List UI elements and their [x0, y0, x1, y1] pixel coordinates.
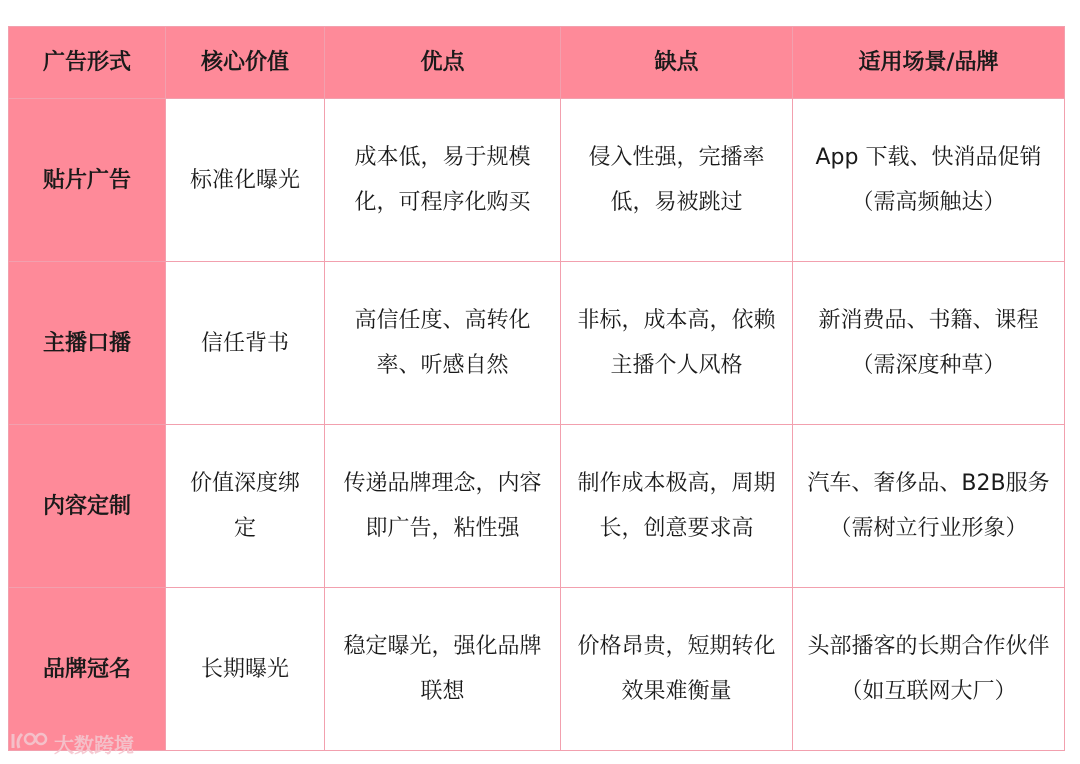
row-cons: 制作成本极高，周期长，创意要求高 — [561, 425, 793, 588]
row-core-value: 长期曝光 — [166, 588, 325, 751]
header-scenarios: 适用场景/品牌 — [793, 27, 1065, 99]
table-header-row — [9, 27, 1065, 99]
row-cons: 价格昂贵，短期转化效果难衡量 — [561, 588, 793, 751]
row-pros: 成本低，易于规模化，可程序化购买 — [325, 99, 561, 262]
row-core-value: 价值深度绑定 — [166, 425, 325, 588]
row-ad-format: 品牌冠名 — [9, 588, 166, 751]
row-core-value: 标准化曝光 — [166, 99, 325, 262]
header-cons: 缺点 — [561, 27, 793, 99]
ad-format-comparison-table — [8, 26, 1065, 751]
row-pros: 高信任度、高转化率、听感自然 — [325, 262, 561, 425]
row-scenarios: 新消费品、书籍、课程（需深度种草） — [793, 262, 1065, 425]
row-ad-format: 贴片广告 — [9, 99, 166, 262]
table-row — [9, 425, 1065, 588]
row-cons: 侵入性强，完播率低，易被跳过 — [561, 99, 793, 262]
table-row — [9, 588, 1065, 751]
watermark-text: 大数跨境 — [54, 733, 134, 757]
row-scenarios: App 下载、快消品促销（需高频触达） — [793, 99, 1065, 262]
header-pros: 优点 — [325, 27, 561, 99]
row-pros: 稳定曝光，强化品牌联想 — [325, 588, 561, 751]
row-cons: 非标，成本高，依赖主播个人风格 — [561, 262, 793, 425]
watermark — [10, 729, 134, 758]
table-row — [9, 262, 1065, 425]
row-scenarios: 头部播客的长期合作伙伴（如互联网大厂） — [793, 588, 1065, 751]
row-scenarios: 汽车、奢侈品、B2B服务（需树立行业形象） — [793, 425, 1065, 588]
watermark-logo-icon — [10, 730, 50, 757]
table-row — [9, 99, 1065, 262]
row-ad-format: 内容定制 — [9, 425, 166, 588]
header-ad-format: 广告形式 — [9, 27, 166, 99]
row-core-value: 信任背书 — [166, 262, 325, 425]
header-core-value: 核心价值 — [166, 27, 325, 99]
row-pros: 传递品牌理念，内容即广告，粘性强 — [325, 425, 561, 588]
row-ad-format: 主播口播 — [9, 262, 166, 425]
